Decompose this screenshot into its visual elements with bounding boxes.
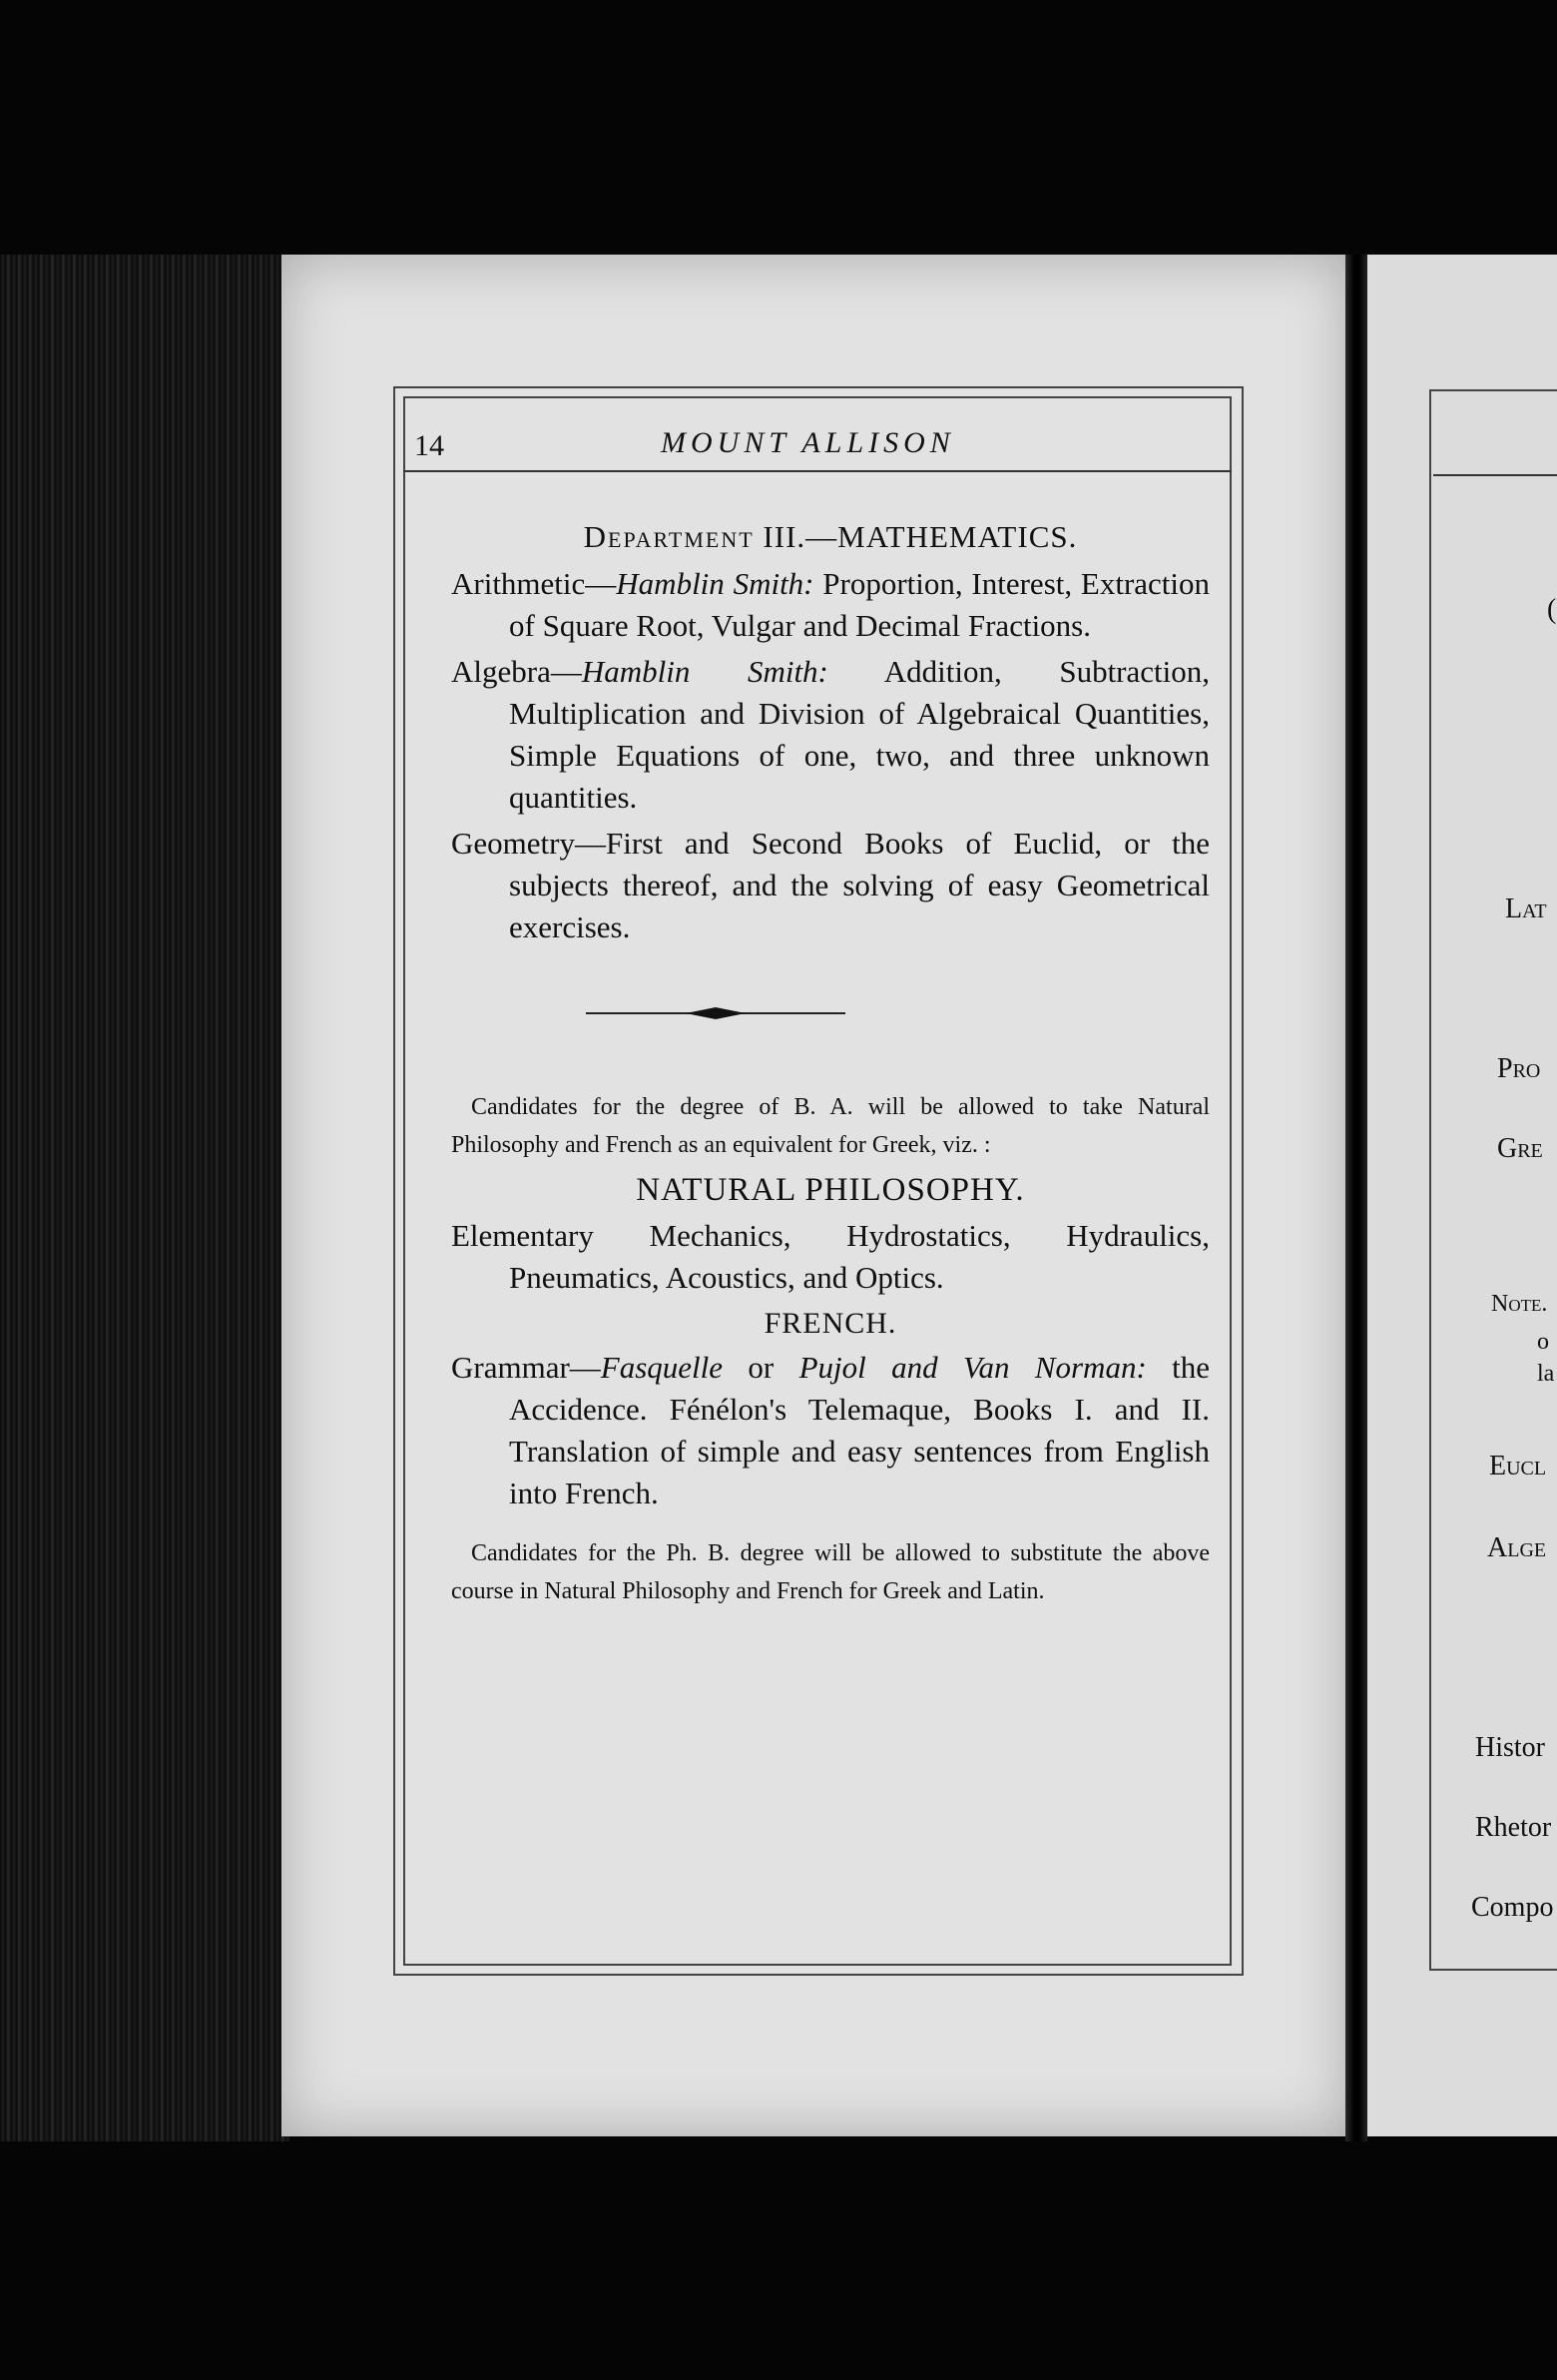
right-page-fragment: Pro (1497, 1053, 1541, 1084)
textbook-author: Fasquelle (600, 1350, 724, 1385)
header-rule (403, 470, 1232, 472)
book-page-edges (0, 255, 289, 2141)
conjunction: or (723, 1350, 799, 1385)
textbook-author: Hamblin Smith: (616, 566, 814, 601)
right-page-fragment: la (1537, 1361, 1555, 1387)
right-page-fragment: Lat (1505, 893, 1547, 924)
department-prefix: Department (583, 519, 755, 554)
subject-name: Algebra— (451, 654, 582, 689)
textbook-author: Hamblin Smith: (581, 654, 828, 689)
subject-name: Geometry— (451, 826, 606, 861)
course-description: Addition, Subtraction, Multiplication and Division of Algebraical Quantities, Simple Equations of one, two, and three unknown quantities. (509, 654, 1210, 815)
right-page-fragment: Gre (1497, 1133, 1543, 1164)
textbook-author: Pujol and Van Norman: (798, 1350, 1147, 1385)
subject-name: Grammar— (451, 1350, 601, 1385)
book-page-left (281, 255, 1349, 2136)
french-heading: FRENCH. (764, 1307, 897, 1340)
page-number: 14 (414, 429, 444, 462)
natural-philosophy-entry: Elementary Mechanics, Hydrostatics, Hydraulics, Pneumatics, Acoustics, and Optics. (451, 1218, 1210, 1295)
running-head: MOUNT ALLISON (661, 426, 955, 459)
subject-name: Arithmetic— (451, 566, 617, 601)
right-page-fragment: Alge (1487, 1532, 1547, 1563)
natural-philosophy-heading: NATURAL PHILOSOPHY. (636, 1172, 1025, 1208)
book-gutter (1345, 255, 1367, 2141)
course-description: the Accidence. Fénélon's Telemaque, Books I. and II. Translation of simple and easy sentences from English into French. (509, 1350, 1210, 1510)
right-page-fragment: Compo (1471, 1892, 1554, 1923)
right-page-fragment: Rhetor (1475, 1812, 1552, 1843)
phb-degree-note: Candidates for the Ph. B. degree will be allowed to substitute the above course in Natural Philosophy and French for Greek and Latin. (451, 1540, 1210, 1604)
course-description: Proportion, Interest, Extraction of Square Root, Vulgar and Decimal Fractions. (509, 566, 1211, 643)
right-header-rule (1433, 474, 1557, 476)
right-page-fragment: Note. (1491, 1291, 1548, 1317)
page-content (451, 519, 1210, 1614)
right-page-fragment: Histor (1475, 1732, 1545, 1763)
right-page-fragment: o (1537, 1329, 1549, 1355)
book-page-right (1367, 255, 1557, 2136)
right-page-fragment: ( (1547, 594, 1557, 625)
french-entry (451, 1347, 1210, 1514)
course-entry-geometry (451, 823, 1210, 948)
course-entry-arithmetic (451, 563, 1210, 647)
ornamental-divider (451, 998, 1210, 1028)
course-entry-algebra (451, 651, 1210, 819)
right-page-fragment: Eucl (1489, 1451, 1547, 1482)
course-description: First and Second Books of Euclid, or the subjects thereof, and the solving of easy Geometrical exercises. (509, 826, 1210, 944)
ba-degree-note: Candidates for the degree of B. A. will be allowed to take Natural Philosophy and French as an equivalent for Greek, viz. : (451, 1094, 1210, 1158)
department-title: III.—MATHEMATICS. (763, 519, 1078, 554)
department-heading (451, 519, 1210, 555)
